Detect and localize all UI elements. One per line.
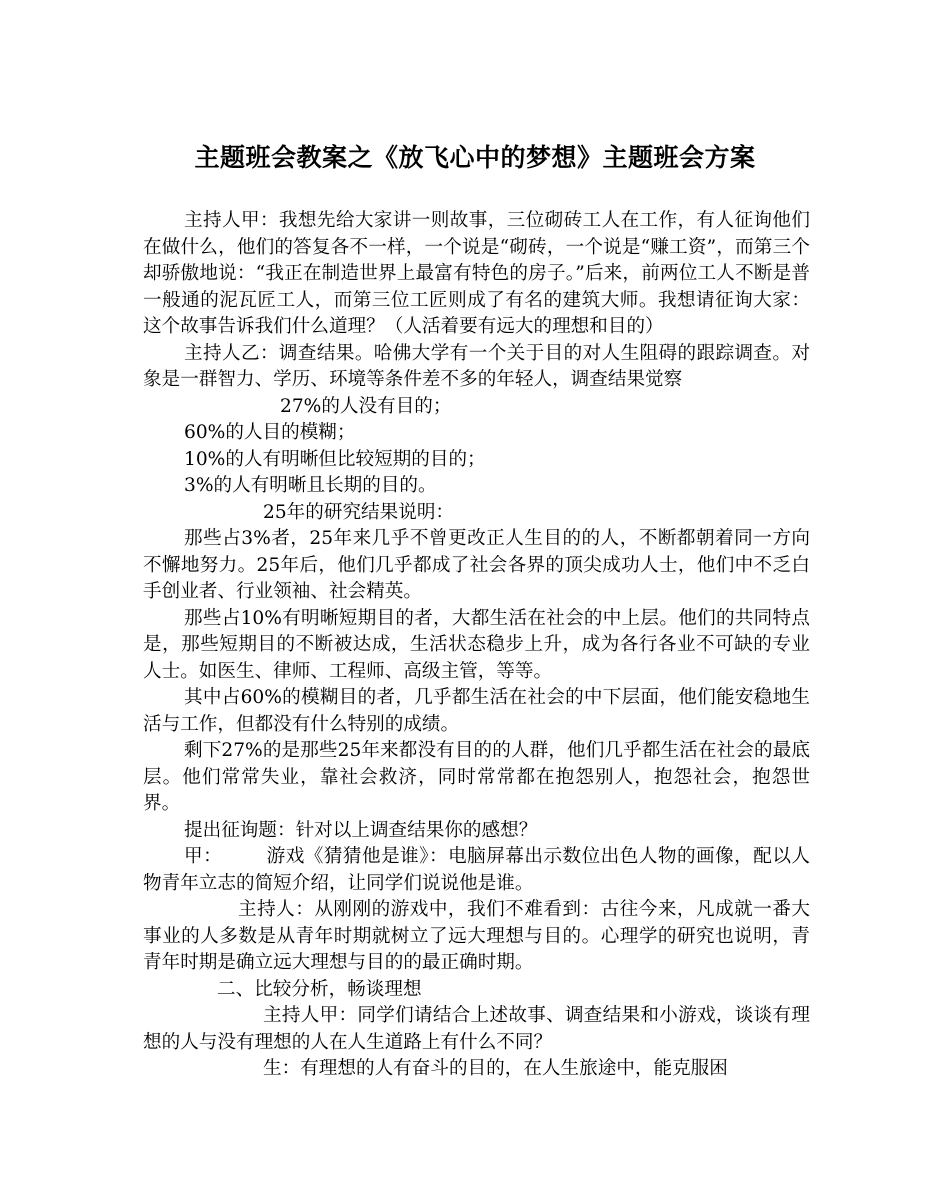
paragraph-survey-intro: 主持人乙：调查结果。哈佛大学有一个关于目的对人生阻碍的跟踪调查。对象是一群智力、学历、环境等条件差不多的年轻人，调查结果觉察 xyxy=(143,342,810,390)
paragraph-game xyxy=(143,844,810,897)
survey-result-10: 10%的人有明晰但比较短期的目的； xyxy=(184,448,486,470)
paragraph-3-percent: 那些占3%者，25年来几乎不曾更改正人生目的的人，不断都朝着同一方向不懈地努力。25年后，他们几乎都成了社会各界的顶尖成功人士，他们中不乏白手创业者、行业领袖、社会精英。 xyxy=(143,528,810,602)
paragraph-discussion-prompt: 主持人甲：同学们请结合上述故事、调查结果和小游戏，谈谈有理想的人与没有理想的人在人生道路上有什么不同？ xyxy=(143,1005,810,1053)
survey-result-3: 3%的人有明晰且长期的目的。 xyxy=(184,475,437,496)
research-conclusion-heading: 25年的研究结果说明： xyxy=(263,501,455,523)
paragraph-10-percent: 那些占10%有明晰短期目的者，大都生活在社会的中上层。他们的共同特点是，那些短期目的不断被达成，生活状态稳步上升，成为各行各业不可缺的专业人士。如医生、律师、工程师、高级主管，等等。 xyxy=(143,607,810,682)
paragraph-student-answer: 生：有理想的人有奋斗的目的，在人生旅途中，能克服困 xyxy=(263,1058,728,1079)
document-title: 主题班会教案之《放飞心中的梦想》主题班会方案 xyxy=(194,143,756,172)
paragraph-story: 主持人甲：我想先给大家讲一则故事，三位砌砖工人在工作，有人征询他们在做什么，他们的答复各不一样，一个说是“砌砖，一个说是“赚工资”，而第三个却骄傲地说：“我正在制造世界上最富有特色的房子。”后来，前两位工人不断是普一般通的泥瓦匠工人，而第三位工匠则成了有名的建筑大师。我想请征询大家：这个故事告诉我们什么道理？（人活着要有远大的理想和目的） xyxy=(143,210,810,337)
paragraph-27-percent: 剩下27%的是那些25年来都没有目的的人群，他们几乎都生活在社会的最底层。他们常常失业，靠社会救济，同时常常都在抱怨别人，抱怨社会，抱怨世界。 xyxy=(143,740,810,814)
paragraph-60-percent: 其中占60%的模糊目的者，几乎都生活在社会的中下层面，他们能安稳地生活与工作，但都没有什么特别的成绩。 xyxy=(143,687,810,735)
paragraph-host-summary: 主持人：从刚刚的游戏中，我们不难看到：古往今来，凡成就一番大事业的人多数是从青年时期就树立了远大理想与目的。心理学的研究也说明，青青年时期是确立远大理想与目的的最正确时期。 xyxy=(143,899,810,973)
paragraph-question: 提出征询题：针对以上调查结果你的感想？ xyxy=(184,819,538,841)
game-description: 游戏《猜猜他是谁》：电脑屏幕出示数位出色人物的画像，配以人物青年立志的简短介绍，让同学们说说他是谁。 xyxy=(143,846,810,894)
survey-result-27: 27%的人没有目的； xyxy=(280,395,452,417)
section-heading-compare: 二、比较分析，畅谈理想 xyxy=(217,978,422,1000)
document-body xyxy=(143,208,810,1083)
survey-result-60: 60%的人目的模糊； xyxy=(184,422,356,443)
speaker-label: 甲： xyxy=(184,846,223,867)
